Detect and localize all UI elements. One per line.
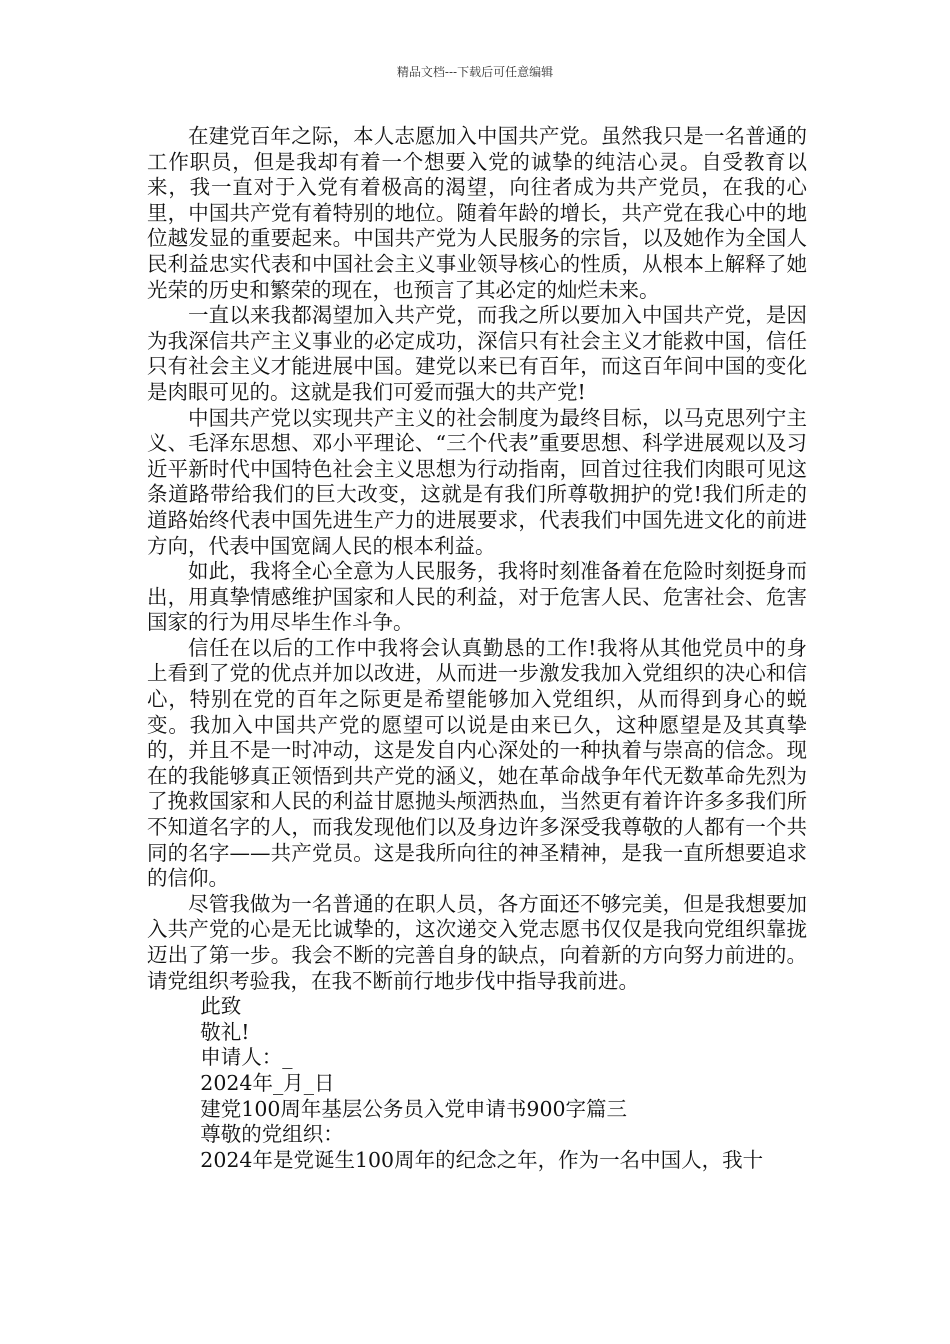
- section-title: 建党100周年基层公务员入党申请书900字篇三: [200, 1096, 628, 1121]
- body-paragraph: 如此，我将全心全意为人民服务，我将时刻准备着在危险时刻挺身而出，用真挚情感维护国家和人民的利益，对于危害人民、危害社会、危害国家的行为用尽毕生作斗争。: [147, 559, 807, 635]
- document-body: [147, 124, 807, 1173]
- salute-line: 敬礼!: [200, 1019, 250, 1044]
- applicant-line: 申请人：_: [200, 1045, 293, 1070]
- date-line: 2024年_月_日: [200, 1070, 335, 1095]
- body-paragraph: 中国共产党以实现共产主义的社会制度为最终目标，以马克思列宁主义、毛泽东思想、邓小平理论、“三个代表”重要思想、科学进展观以及习近平新时代中国特色社会主义思想为行动指南，回首过往我们肉眼可见这条道路带给我们的巨大改变，这就是有我们所尊敬拥护的党!我们所走的道路始终代表中国先进生产力的进展要求，代表我们中国先进文化的前进方向，代表中国宽阔人民的根本利益。: [147, 405, 807, 558]
- greeting-line: 尊敬的党组织：: [200, 1122, 344, 1147]
- body-paragraph: 在建党百年之际，本人志愿加入中国共产党。虽然我只是一名普通的工作职员，但是我却有着一个想要入党的诚挚的纯洁心灵。自受教育以来，我一直对于入党有着极高的渴望，向往者成为共产党员，在我的心里，中国共产党有着特别的地位。随着年龄的增长，共产党在我心中的地位越发显的重要起来。中国共产党为人民服务的宗旨，以及她作为全国人民利益忠实代表和中国社会主义事业领导核心的性质，从根本上解释了她光荣的历史和繁荣的现在，也预言了其必定的灿烂未来。: [147, 124, 807, 302]
- page-header: 精品文档---下载后可任意编辑: [396, 65, 554, 79]
- body-line: 2024年是党诞生100周年的纪念之年，作为一名中国人，我十: [200, 1147, 764, 1172]
- body-paragraph: 一直以来我都渴望加入共产党，而我之所以要加入中国共产党，是因为我深信共产主义事业的必定成功，深信只有社会主义才能救中国，信任只有社会主义才能进展中国。建党以来已有百年，而这百年间中国的变化是肉眼可见的。这就是我们可爱而强大的共产党!: [147, 303, 807, 404]
- body-paragraph: 尽管我做为一名普通的在职人员，各方面还不够完美，但是我想要加入共产党的心是无比诚挚的，这次递交入党志愿书仅仅是我向党组织靠拢迈出了第一步。我会不断的完善自身的缺点，向着新的方向努力前进的。请党组织考验我，在我不断前行地步伐中指导我前进。: [147, 891, 807, 993]
- salutation-line: 此致: [200, 994, 242, 1019]
- body-paragraph: 信任在以后的工作中我将会认真勤恳的工作!我将从其他党员中的身上看到了党的优点并加以改进，从而进一步激发我加入党组织的决心和信心，特别在党的百年之际更是希望能够加入党组织，从而得到身心的蜕变。我加入中国共产党的愿望可以说是由来已久，这种愿望是及其真挚的，并且不是一时冲动，这是发自内心深处的一种执着与崇高的信念。现在的我能够真正领悟到共产党的涵义，她在革命战争年代无数革命先烈为了挽救国家和人民的利益甘愿抛头颅洒热血，当然更有着许许多多我们所不知道名字的人，而我发现他们以及身边许多深受我尊敬的人都有一个共同的名字——共产党员。这是我所向往的神圣精神，是我一直所想要追求的信仰。: [147, 635, 807, 891]
